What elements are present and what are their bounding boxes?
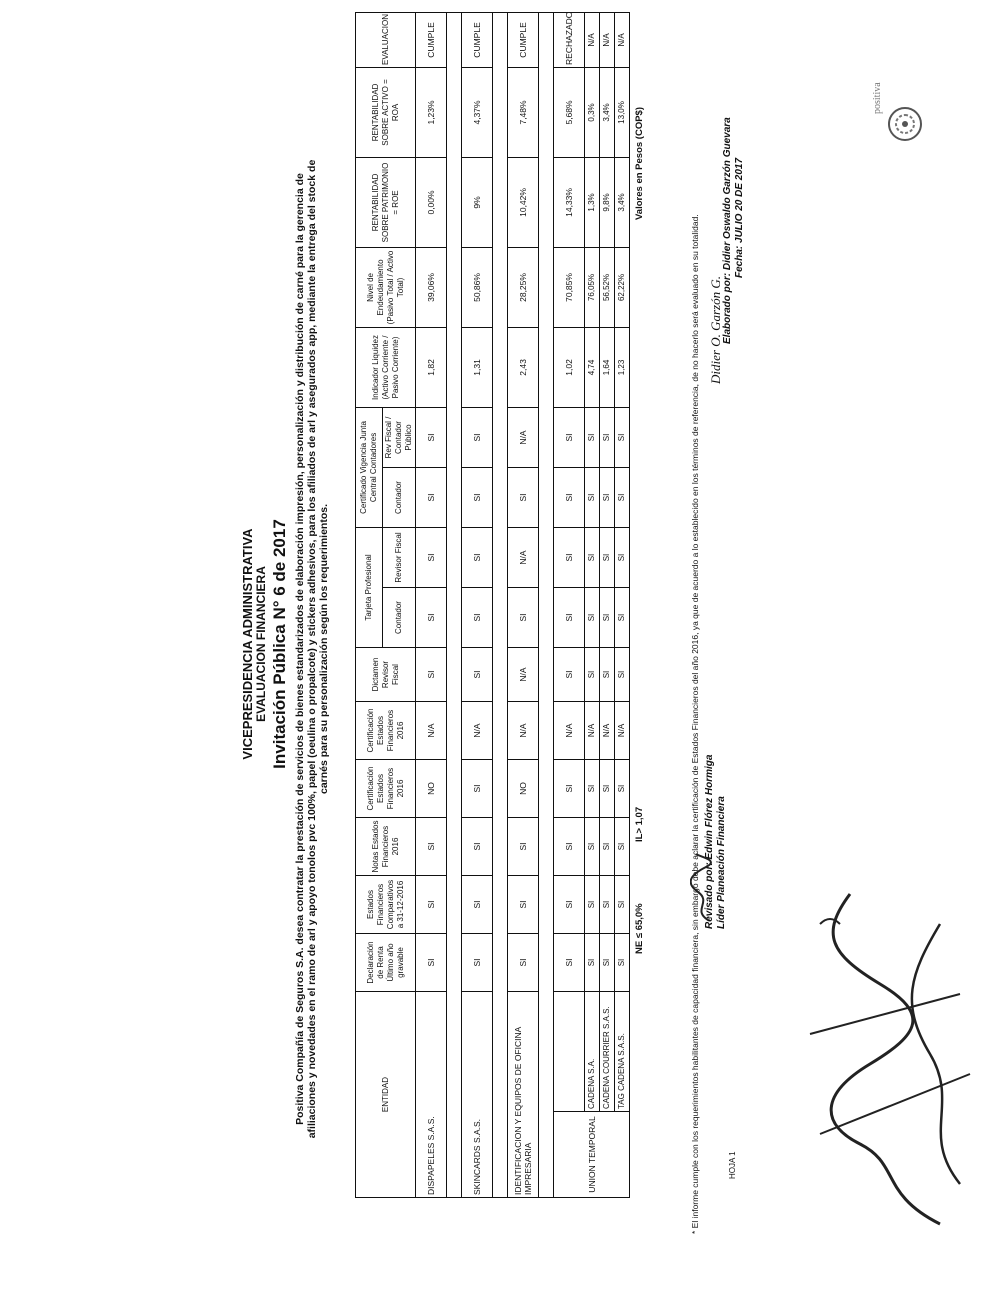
cell: N/A xyxy=(585,702,600,760)
header-antecedentes-group: Certificado Vigencia Junta Central Contadores xyxy=(356,407,383,527)
cell: N/A xyxy=(508,702,539,760)
cell: SI xyxy=(462,648,493,702)
header-declaracion: Declaración de Renta Último año gravable xyxy=(356,934,416,992)
entity-cell: SKINCARDS S.A.S. xyxy=(462,992,493,1198)
signature-icon xyxy=(760,854,1000,1254)
cell: SI xyxy=(615,527,630,587)
cell: SI xyxy=(554,588,585,648)
cell: 50,86% xyxy=(462,247,493,327)
cell: SI xyxy=(600,760,615,818)
entity-cell: DISPAPELES S.A.S. xyxy=(416,992,447,1198)
cell: 1,82 xyxy=(416,327,447,407)
header-notas: Notas Estados Financieros 2016 xyxy=(356,818,416,876)
cell: 1,23 xyxy=(615,327,630,407)
cell: SI xyxy=(554,467,585,527)
vicepresidencia-title: VICEPRESIDENCIA ADMINISTRATIVA xyxy=(240,528,255,760)
cell: SI xyxy=(416,527,447,587)
header-entidad: ENTIDAD xyxy=(356,992,416,1198)
cell: 76,05% xyxy=(585,247,600,327)
cell: SI xyxy=(615,648,630,702)
cell: SI xyxy=(416,876,447,934)
evaluation-cell: CUMPLE xyxy=(508,12,539,67)
cell: SI xyxy=(462,760,493,818)
cell: 28,25% xyxy=(508,247,539,327)
cell: SI xyxy=(600,588,615,648)
entity-cell: CADENA S.A. xyxy=(585,992,600,1112)
cell: SI xyxy=(554,934,585,992)
cell: SI xyxy=(585,876,600,934)
header-dictamen-ef: Certificación Estados Financieros 2016 xyxy=(356,702,416,760)
cell: SI xyxy=(554,818,585,876)
cell: SI xyxy=(554,527,585,587)
cell: SI xyxy=(416,934,447,992)
evaluation-table xyxy=(355,12,630,1198)
evaluation-cell: N/A xyxy=(585,12,600,67)
cell: SI xyxy=(585,934,600,992)
ne-threshold: NE ≤ 65,0% xyxy=(634,903,645,954)
header-tp-revisor: Revisor Fiscal xyxy=(383,527,416,587)
cell: 1,23% xyxy=(416,67,447,157)
revisado-cargo: Líder Planeación Financiera xyxy=(716,796,727,929)
table-row xyxy=(508,12,539,1197)
cell: SI xyxy=(615,818,630,876)
cell: 5,68% xyxy=(554,67,585,157)
brand-text: positiva xyxy=(872,82,883,114)
cell: SI xyxy=(615,407,630,467)
cell: SI xyxy=(585,407,600,467)
cell: 3,4% xyxy=(600,67,615,157)
page-label: HOJA 1 xyxy=(728,1151,737,1179)
cell: SI xyxy=(554,876,585,934)
cell: 0,00% xyxy=(416,157,447,247)
cell: 56,52% xyxy=(600,247,615,327)
union-label-cell: UNION TEMPORAL xyxy=(554,1112,630,1198)
cell: SI xyxy=(615,760,630,818)
cell: N/A xyxy=(600,702,615,760)
evaluation-cell: RECHAZADO xyxy=(554,12,585,67)
positiva-logo-icon xyxy=(885,104,925,144)
cell: N/A xyxy=(416,702,447,760)
cell: SI xyxy=(585,527,600,587)
cell: SI xyxy=(462,467,493,527)
footnote: * El informe cumple con los requerimientos habilitantes de capacidad financiera, sin embargo debe aclarar la certificación de Estados Financieros del año 2016, ya que de acuerdo a lo establecido en los términos de referencia, de no hacerlo será evaluado en su totalidad. xyxy=(690,214,700,1234)
cell: SI xyxy=(615,588,630,648)
cell: SI xyxy=(600,876,615,934)
header-roa: RENTABILIDAD SOBRE ACTIVO = ROA xyxy=(356,67,416,157)
cell: SI xyxy=(462,527,493,587)
header-roe: RENTABILIDAD SOBRE PATRIMONIO = ROE xyxy=(356,157,416,247)
spacer-cell xyxy=(447,12,462,1197)
cell: SI xyxy=(585,588,600,648)
cell: 1,64 xyxy=(600,327,615,407)
cell: 70,85% xyxy=(554,247,585,327)
cell: 10,42% xyxy=(508,157,539,247)
spacer-cell xyxy=(493,12,508,1197)
spacer-cell xyxy=(539,12,554,1197)
cell: SI xyxy=(600,934,615,992)
cell: 0,3% xyxy=(585,67,600,157)
header-ant-revisor: Rev Fiscal / Contador Público xyxy=(383,407,416,467)
cell: SI xyxy=(615,876,630,934)
entity-cell xyxy=(554,992,585,1112)
invitacion-heading: Invitación Pública N° 6 de 2017 xyxy=(270,519,289,769)
cell: 7,48% xyxy=(508,67,539,157)
cell: SI xyxy=(615,934,630,992)
elaborado-label: Elaborado por: Didier Oswaldo Garzón Guevara xyxy=(722,117,733,344)
cell: SI xyxy=(416,467,447,527)
cell: SI xyxy=(600,407,615,467)
currency-label: Valores en Pesos (COP$) xyxy=(634,107,645,220)
cell: SI xyxy=(600,648,615,702)
cell: SI xyxy=(416,588,447,648)
evaluation-cell: N/A xyxy=(615,12,630,67)
spacer-row xyxy=(493,12,508,1197)
cell: SI xyxy=(600,818,615,876)
cell: SI xyxy=(462,876,493,934)
cell: SI xyxy=(462,934,493,992)
cell: SI xyxy=(615,467,630,527)
cell: SI xyxy=(600,527,615,587)
cell: N/A xyxy=(615,702,630,760)
cell: SI xyxy=(585,760,600,818)
cell: 4,74 xyxy=(585,327,600,407)
header-dictamen-rf: Dictamen Revisor Fiscal xyxy=(356,648,416,702)
cell: SI xyxy=(508,818,539,876)
cell: N/A xyxy=(508,527,539,587)
cell: N/A xyxy=(462,702,493,760)
header-liquidez: Indicador Liquidez (Activo Corriente / Pasivo Corriente) xyxy=(356,327,416,407)
cell: SI xyxy=(416,407,447,467)
cell: SI xyxy=(508,876,539,934)
spacer-row xyxy=(447,12,462,1197)
header-estados: Estados Financieros Comparativos a 31-12-2016 xyxy=(356,876,416,934)
cell: SI xyxy=(462,407,493,467)
cell: 2,43 xyxy=(508,327,539,407)
cell: SI xyxy=(585,648,600,702)
cell: SI xyxy=(585,818,600,876)
cell: N/A xyxy=(508,407,539,467)
cell: N/A xyxy=(508,648,539,702)
cell: 1,3% xyxy=(585,157,600,247)
cell: SI xyxy=(416,648,447,702)
cell: 4,37% xyxy=(462,67,493,157)
fecha-label: Fecha: JULIO 20 DE 2017 xyxy=(734,157,745,278)
cell: NO xyxy=(416,760,447,818)
cell: 14,33% xyxy=(554,157,585,247)
header-ant-contador: Contador xyxy=(383,467,416,527)
cell: SI xyxy=(600,467,615,527)
cell: SI xyxy=(462,818,493,876)
entity-cell: TAG CADENA S.A.S. xyxy=(615,992,630,1112)
revisado-label: Revisado por: Edwin Flórez Hormiga xyxy=(704,754,715,929)
il-threshold: IL> 1,07 xyxy=(634,806,645,842)
table-row xyxy=(462,12,493,1197)
header-endeudamiento: Nivel de Endeudamiento (Pasivo Total / Activo Total) xyxy=(356,247,416,327)
cell: SI xyxy=(585,467,600,527)
cell: SI xyxy=(462,588,493,648)
table-row xyxy=(600,12,615,1197)
reviewer-signature-icon xyxy=(690,852,714,922)
handwritten-name: Didier O. Garzón G. xyxy=(708,276,723,384)
header-tarjeta-group: Tarjeta Profesional xyxy=(356,527,383,647)
cell: SI xyxy=(508,934,539,992)
table-row xyxy=(615,12,630,1197)
cell: N/A xyxy=(554,702,585,760)
header-tp-contador: Contador xyxy=(383,588,416,648)
intro-paragraph: Positiva Compañía de Seguros S.A. desea contratar la prestación de servicios de bienes estandarizados de elaboración impresión, personalización y distribución de carné para la gerencia de afiliaciones y novedades en el ramo de arl y apoyo tonolos pvc 100%, papel (oeulina o propalcote) y stickers adhesivos, para los afiliados de arl y asegurados app, mediante la entrega del stock de carnés para su personalización según los requerimientos. xyxy=(294,159,330,1139)
header-evaluacion: EVALUACION xyxy=(356,12,416,67)
entity-cell: CADENA COURRIER S.A.S. xyxy=(600,992,615,1112)
cell: 3,4% xyxy=(615,157,630,247)
entity-cell: IDENTIFICACION Y EQUIPOS DE OFICINA IMPRESARIA xyxy=(508,992,539,1198)
cell: SI xyxy=(554,648,585,702)
evaluation-cell: N/A xyxy=(600,12,615,67)
evaluation-cell: CUMPLE xyxy=(462,12,493,67)
cell: SI xyxy=(508,467,539,527)
cell: SI xyxy=(508,588,539,648)
header-certificacion: Certificación Estados Financieros 2016 xyxy=(356,760,416,818)
cell: 9,8% xyxy=(600,157,615,247)
cell: NO xyxy=(508,760,539,818)
table-row xyxy=(585,12,600,1197)
cell: 39,06% xyxy=(416,247,447,327)
cell: 9% xyxy=(462,157,493,247)
cell: SI xyxy=(554,407,585,467)
cell: 1,02 xyxy=(554,327,585,407)
cell: 13,0% xyxy=(615,67,630,157)
evaluacion-subtitle: EVALUACION FINANCIERA xyxy=(254,566,268,722)
table-row-union-total xyxy=(554,12,585,1197)
evaluation-cell: CUMPLE xyxy=(416,12,447,67)
cell: 1,31 xyxy=(462,327,493,407)
table-row xyxy=(416,12,447,1197)
spacer-row xyxy=(539,12,554,1197)
cell: 62,22% xyxy=(615,247,630,327)
cell: SI xyxy=(416,818,447,876)
cell: SI xyxy=(554,760,585,818)
